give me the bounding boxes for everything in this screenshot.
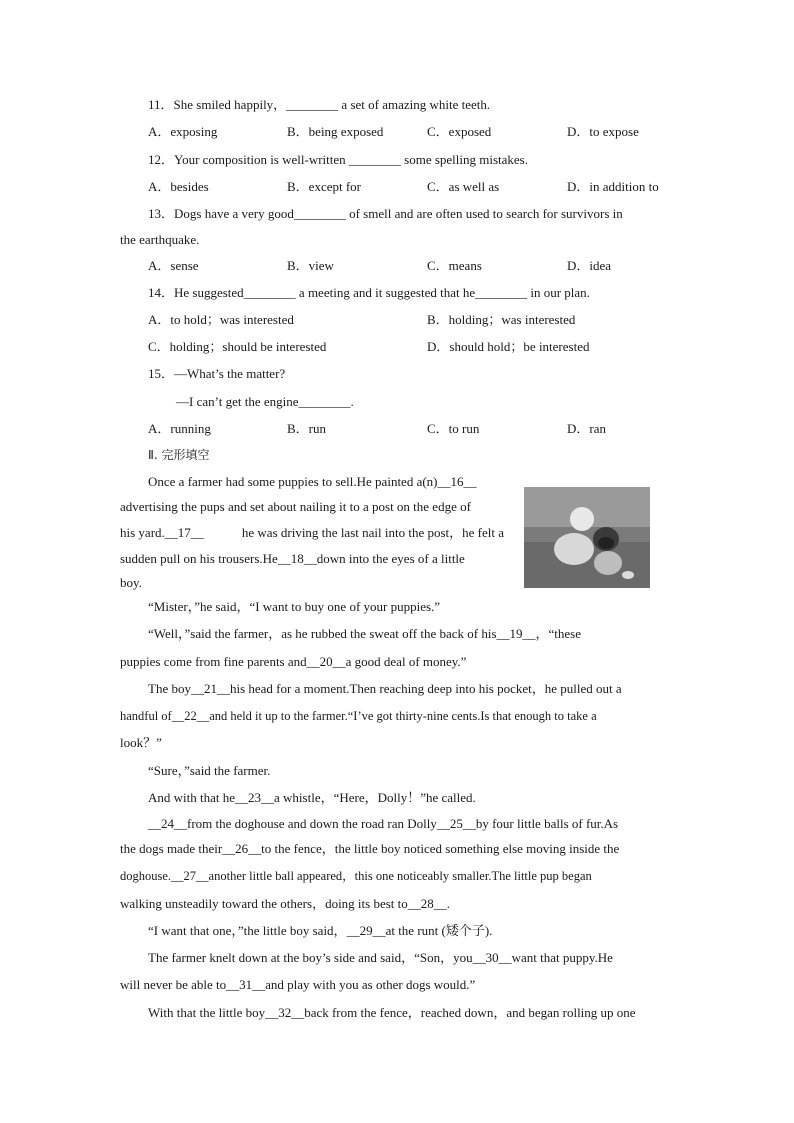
cloze-text: sudden pull on his trousers.He <box>120 551 278 566</box>
cloze-text: from the doghouse and down the road ran Dolly <box>187 816 437 831</box>
blank-25: __25__ <box>436 816 476 831</box>
cloze-text: his head for a moment.Then reaching deep into his pocket，he pulled out a <box>229 681 622 696</box>
q15-option-b: B．run <box>287 421 327 436</box>
blank-22: __22__ <box>171 709 210 723</box>
q13-stem-line1: 13．Dogs have a very good________ of smell and are often used to search for survivors in <box>148 206 623 221</box>
cloze-text: The boy <box>148 681 191 696</box>
blank-26: __26__ <box>222 841 262 856</box>
cloze-text: and play with you as other dogs would.” <box>265 977 476 992</box>
q14-option-d: D．should hold；be interested <box>427 339 590 354</box>
cloze-text: doghouse. <box>120 869 172 883</box>
q14-option-a: A．to hold；was interested <box>148 312 294 327</box>
cloze-text: he was driving the last nail into the post，he felt a <box>241 525 504 540</box>
boy-with-pug-photo <box>524 487 650 588</box>
q13-option-d: D．idea <box>567 258 612 273</box>
blank-30: __30__ <box>472 950 512 965</box>
q12-option-d: D．in addition to <box>567 179 659 194</box>
cloze-line-12: “Sure，”said the farmer. <box>148 763 271 778</box>
cloze-text: his yard. <box>120 525 165 540</box>
cloze-text: the dogs made their <box>120 841 223 856</box>
q15-option-d: D．ran <box>567 421 606 436</box>
blank-28: __28__ <box>407 896 447 911</box>
q12-stem: 12．Your composition is well-written ________ some spelling mistakes. <box>148 152 528 167</box>
blank-17: __17__ <box>164 525 204 540</box>
cloze-text: back from the fence，reached down，and began rolling up one <box>304 1005 636 1020</box>
cloze-text: advertising the pups and set about nailing it to a post on the edge of <box>120 499 471 514</box>
cloze-text: a whistle，“Here，Dolly！”he called. <box>274 790 476 805</box>
cloze-text: And with that he <box>148 790 236 805</box>
blank-29: __29__ <box>346 923 386 938</box>
cloze-line-19 <box>148 950 613 966</box>
cloze-text: Once a farmer had some puppies to sell.He painted a(n) <box>148 474 438 489</box>
cloze-text: ，“these <box>535 626 581 641</box>
blank-20: __20__ <box>306 654 346 669</box>
cloze-text: will never be able to <box>120 977 227 992</box>
blank-16: __16__ <box>437 474 477 489</box>
section-title: Ⅱ. 完形填空 <box>148 448 210 462</box>
cloze-line-10 <box>120 708 597 724</box>
cloze-line-8 <box>120 654 466 670</box>
q12-option-a: A．besides <box>148 179 209 194</box>
cloze-text: “Well，”said the farmer，as he rubbed the sweat off the back of his <box>148 626 497 641</box>
cloze-line-11: look？” <box>120 735 162 750</box>
q11-option-a: A．exposing <box>148 124 218 139</box>
cloze-line-9 <box>148 681 622 697</box>
q12-option-c: C．as well as <box>427 179 500 194</box>
cloze-text: by four little balls of fur.As <box>475 816 619 831</box>
q11-option-c: C．exposed <box>427 124 492 139</box>
cloze-line-13 <box>148 790 476 806</box>
cloze-text: “I want that one，”the little boy said， <box>148 923 347 938</box>
q15-stem-line1: 15．—What’s the matter? <box>148 366 286 381</box>
q14-option-c: C．holding；should be interested <box>148 339 327 354</box>
cloze-text-group <box>120 551 465 567</box>
cloze-text: puppies come from fine parents and <box>120 654 307 669</box>
cloze-text: The farmer knelt down at the boy’s side and said，“Son，you <box>148 950 473 965</box>
q14-option-b: B．holding；was interested <box>427 312 576 327</box>
q12-option-b: B．except for <box>287 179 362 194</box>
cloze-text: a good deal of money.” <box>345 654 467 669</box>
cloze-text: walking unsteadily toward the others，doing its best to <box>120 896 408 911</box>
q15-stem-line2: —I can’t get the engine________. <box>176 394 354 409</box>
cloze-text: . <box>446 896 451 911</box>
q13-option-c: C．means <box>427 258 482 273</box>
cloze-line-6: “Mister，”he said，“I want to buy one of your puppies.” <box>148 599 441 614</box>
q13-stem-line2: the earthquake. <box>120 232 200 247</box>
blank-23: __23__ <box>235 790 275 805</box>
cloze-line-7 <box>148 626 581 642</box>
blank-18: __18__ <box>277 551 317 566</box>
q11-option-d: D．to expose <box>567 124 639 139</box>
cloze-text-group <box>120 525 204 541</box>
cloze-text: another little ball appeared，this one noticeably smaller.The little pup began <box>208 869 592 883</box>
cloze-line-21 <box>148 1005 636 1021</box>
q15-option-a: A．running <box>148 421 211 436</box>
cloze-text: at the runt (矮个子). <box>385 923 493 938</box>
q15-option-c: C．to run <box>427 421 480 436</box>
cloze-line-18 <box>148 923 492 939</box>
q13-option-a: A．sense <box>148 258 199 273</box>
cloze-line-2 <box>120 499 504 515</box>
cloze-text: want that puppy.He <box>511 950 613 965</box>
blank-27: __27__ <box>171 869 209 883</box>
cloze-line-4 <box>120 551 504 567</box>
q11-stem: 11．She smiled happily，________ a set of amazing white teeth. <box>148 97 491 112</box>
cloze-text: and held it up to the farmer.“I’ve got thirty-nine cents.Is that enough to take a <box>209 709 597 723</box>
cloze-line-5: boy. <box>120 575 142 590</box>
blank-24: __24__ <box>148 816 187 831</box>
cloze-text: down into the eyes of a little <box>316 551 465 566</box>
cloze-text: to the fence，the little boy noticed something else moving inside the <box>261 841 620 856</box>
q14-stem: 14．He suggested________ a meeting and it suggested that he________ in our plan. <box>148 285 590 300</box>
cloze-line-3 <box>120 525 504 541</box>
cloze-line-17 <box>120 896 450 912</box>
blank-31: __31__ <box>226 977 266 992</box>
cloze-line-15 <box>120 841 619 857</box>
q13-option-b: B．view <box>287 258 334 273</box>
cloze-text: handful of <box>120 709 172 723</box>
cloze-line-14 <box>148 816 618 832</box>
cloze-line-1 <box>148 474 477 490</box>
blank-32: __32__ <box>265 1005 305 1020</box>
blank-19: __19__ <box>496 626 536 641</box>
cloze-line-20 <box>120 977 475 993</box>
cloze-text: With that the little boy <box>148 1005 266 1020</box>
q11-option-b: B．being exposed <box>287 124 384 139</box>
blank-21: __21__ <box>190 681 230 696</box>
cloze-line-16 <box>120 868 592 884</box>
